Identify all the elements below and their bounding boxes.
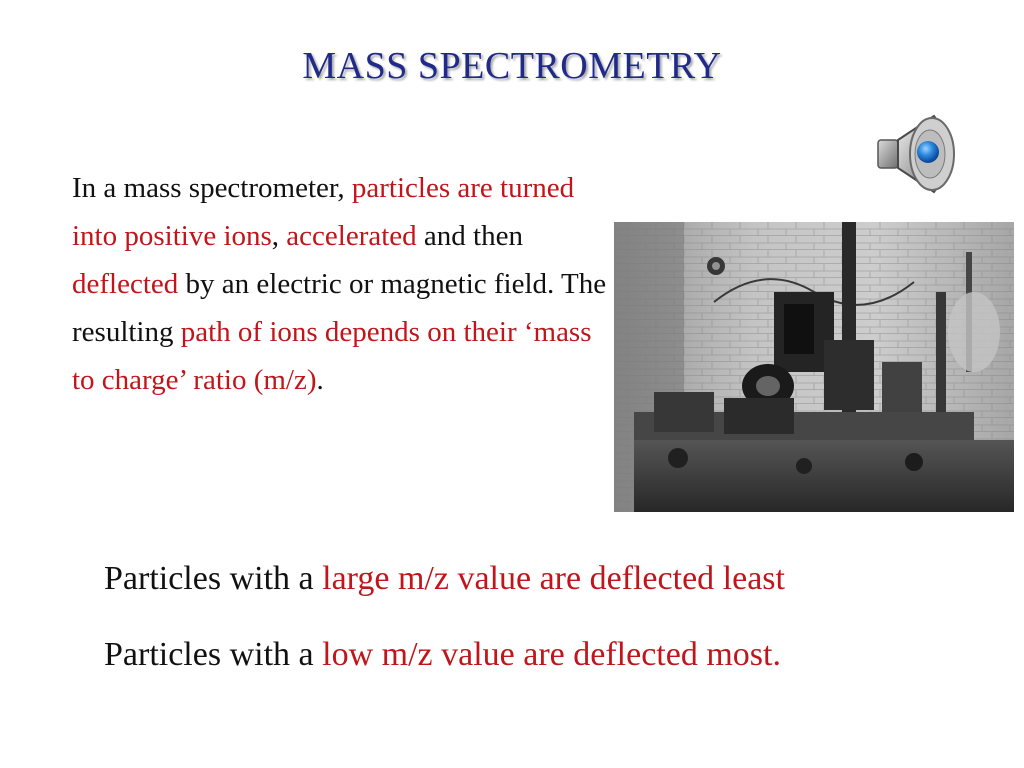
intro-text-2: , bbox=[271, 220, 287, 252]
slide-title: MASS SPECTROMETRY bbox=[302, 45, 722, 87]
intro-text-1: In a mass spectrometer, bbox=[72, 172, 352, 204]
statement-large-mz bbox=[104, 560, 785, 598]
intro-text-5: . bbox=[316, 364, 324, 396]
speaker-icon[interactable] bbox=[872, 110, 968, 198]
statement-highlight: large m/z value are deflected least bbox=[322, 560, 785, 597]
laboratory-apparatus-photo bbox=[614, 222, 1014, 512]
statement-low-mz bbox=[104, 636, 781, 674]
statement-prefix: Particles with a bbox=[104, 636, 323, 673]
intro-text-4: by an electric or magnetic field. The resulting bbox=[72, 268, 607, 348]
intro-highlight-deflected: deflected bbox=[72, 268, 179, 300]
intro-highlight-ions: particles are turned into positive ions bbox=[72, 172, 575, 252]
intro-highlight-accelerated: accelerated bbox=[286, 220, 417, 252]
intro-highlight-path: path of ions depends on their ‘mass to charge’ ratio (m/z) bbox=[72, 316, 592, 396]
statement-highlight: low m/z value are deflected most. bbox=[322, 636, 781, 673]
intro-text-3: and then bbox=[416, 220, 523, 252]
photo-graphic bbox=[614, 222, 1014, 512]
intro-paragraph bbox=[72, 164, 612, 404]
statement-prefix: Particles with a bbox=[104, 560, 323, 597]
speaker-icon-graphic bbox=[872, 110, 968, 198]
